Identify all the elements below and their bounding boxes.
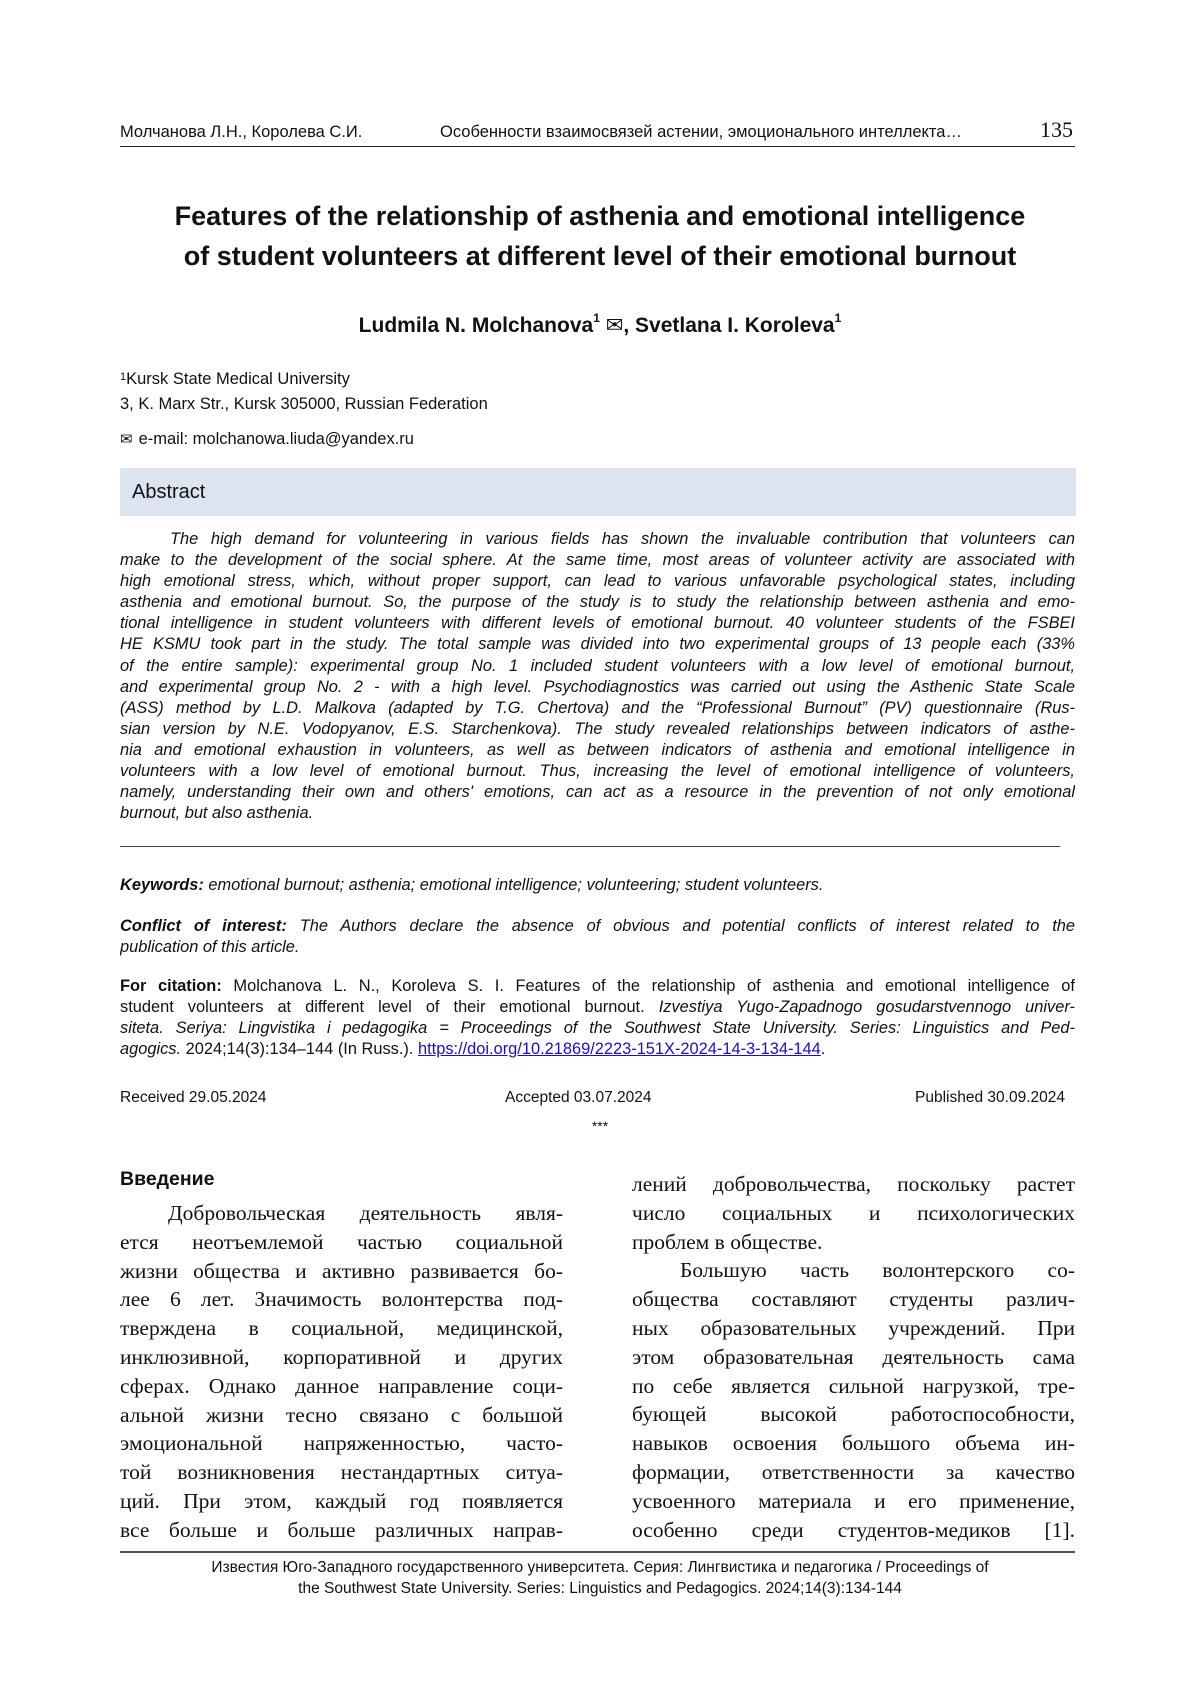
text-line: Большую часть волонтерского со- bbox=[632, 1256, 1075, 1285]
text-line: усвоенного материала и его применение, bbox=[632, 1487, 1075, 1516]
citation-text: student volunteers at different level of their emotional burnout. bbox=[120, 998, 645, 1016]
citation-journal: siteta. Seriya: Lingvistika i pedagogika = Proceedings of the Southwest State University. Series: Linguistics and Ped- bbox=[120, 1019, 1075, 1037]
text-line: этом образовательная деятельность сама bbox=[632, 1343, 1075, 1372]
text-line: инклюзивной, корпоративной и других bbox=[120, 1343, 563, 1372]
text-line: high emotional stress, which, without proper support, can lead to various unfavorable psychological states, including bbox=[120, 571, 1075, 592]
title-line-2: of student volunteers at different level of their emotional burnout bbox=[100, 236, 1100, 276]
keywords-label: Keywords: bbox=[120, 876, 204, 894]
article-title bbox=[100, 196, 1100, 276]
doi-link[interactable]: https://doi.org/10.21869/2223-151X-2024-14-3-134-144 bbox=[418, 1040, 821, 1058]
affiliation bbox=[120, 367, 488, 417]
text-line: формации, ответственности за качество bbox=[632, 1458, 1075, 1487]
footer bbox=[100, 1557, 1100, 1599]
citation-issue: 2024;14(3):134–144 (In Russ.). bbox=[186, 1040, 414, 1058]
mail-icon: ✉ bbox=[606, 314, 624, 337]
email-address[interactable]: e-mail: molchanowa.liuda@yandex.ru bbox=[139, 430, 414, 448]
text-line: общества составляют студенты различ- bbox=[632, 1285, 1075, 1314]
affiliation-sup: 1 bbox=[120, 371, 126, 383]
footer-divider bbox=[120, 1551, 1075, 1553]
text-line: namely, understanding their own and others' emotions, can act as a resource in the prevention of not only emotional bbox=[120, 782, 1075, 803]
text-line: все больше и больше различных направ- bbox=[120, 1516, 563, 1545]
published-date: Published 30.09.2024 bbox=[915, 1089, 1065, 1107]
accepted-date: Accepted 03.07.2024 bbox=[505, 1089, 652, 1107]
keywords bbox=[120, 875, 1075, 896]
institution: Kursk State Medical University bbox=[126, 370, 350, 388]
text-line: The high demand for volunteering in various fields has shown the invaluable contribution that volunteers can bbox=[120, 529, 1075, 550]
address: 3, K. Marx Str., Kursk 305000, Russian Federation bbox=[120, 392, 488, 417]
text-line: HE KSMU took part in the study. The total sample was divided into two experimental groups of 13 people each (33% bbox=[120, 634, 1075, 655]
conflict-label: Conflict of interest: bbox=[120, 917, 287, 935]
text-line: ных образовательных учреждений. При bbox=[632, 1314, 1075, 1343]
text-line: лее 6 лет. Значимость волонтерства под- bbox=[120, 1285, 563, 1314]
text-line: tional intelligence in student volunteers with different levels of emotional burnout. 40 volunteer students of the FSBEI bbox=[120, 613, 1075, 634]
text-line: ций. При этом, каждый год появляется bbox=[120, 1487, 563, 1516]
author-separator: , bbox=[623, 314, 629, 337]
page-number: 135 bbox=[1040, 117, 1073, 143]
abstract-heading: Abstract bbox=[132, 481, 205, 504]
citation-journal: agogics. bbox=[120, 1040, 181, 1058]
text-line: бующей высокой работоспособности, bbox=[632, 1400, 1075, 1429]
conflict-of-interest bbox=[120, 916, 1075, 958]
mail-icon: ✉ bbox=[120, 431, 133, 448]
text-line: and experimental group No. 2 - with a high level. Psychodiagnostics was carried out using the Asthenic State Scale bbox=[120, 677, 1075, 698]
author-1-affiliation: 1 bbox=[593, 311, 600, 325]
text-line: make to the development of the social sphere. At the same time, most areas of volunteer activity are associated with bbox=[120, 550, 1075, 571]
text-line: тверждена в социальной, медицинской, bbox=[120, 1314, 563, 1343]
citation-journal: Izvestiya Yugo-Zapadnogo gosudarstvennogo univer- bbox=[659, 998, 1075, 1016]
footer-line-1: Известия Юго-Западного государственного университета. Серия: Лингвистика и педагогика / Proceedings of bbox=[100, 1557, 1100, 1578]
text-line: число социальных и психологических bbox=[632, 1199, 1075, 1228]
text-line: той возникновения нестандартных ситуа- bbox=[120, 1458, 563, 1487]
abstract-heading-box bbox=[120, 468, 1076, 516]
author-2: Svetlana I. Koroleva bbox=[635, 314, 835, 337]
citation bbox=[120, 976, 1075, 1060]
footer-line-2: the Southwest State University. Series: Linguistics and Pedagogics. 2024;14(3):134-144 bbox=[100, 1578, 1100, 1599]
text-line: сферах. Однако данное направление соци- bbox=[120, 1372, 563, 1401]
section-heading: Введение bbox=[120, 1168, 215, 1191]
text-line: (ASS) method by L.D. Malkova (adapted by T.G. Chertova) and the “Professional Burnout” (PV) questionnaire (Rus- bbox=[120, 698, 1075, 719]
text-line: volunteers with a low level of emotional burnout. Thus, increasing the level of emotional intelligence of volunteers, bbox=[120, 761, 1075, 782]
citation-end: . bbox=[821, 1040, 826, 1058]
author-1: Ludmila N. Molchanova bbox=[359, 314, 594, 337]
text-line: Добровольческая деятельность явля- bbox=[120, 1199, 563, 1228]
text-line: эмоциональной напряженностью, часто- bbox=[120, 1429, 563, 1458]
text-line: ется неотъемлемой частью социальной bbox=[120, 1228, 563, 1257]
header-authors: Молчанова Л.Н., Королева С.И. bbox=[120, 123, 362, 142]
received-date: Received 29.05.2024 bbox=[120, 1089, 267, 1107]
text-line: проблем в обществе. bbox=[632, 1228, 1075, 1257]
text-line: по себе является сильной нагрузкой, тре- bbox=[632, 1372, 1075, 1401]
running-header bbox=[120, 116, 1075, 147]
citation-label: For citation: bbox=[120, 977, 222, 995]
divider bbox=[120, 846, 1060, 847]
left-column bbox=[120, 1199, 563, 1545]
title-line-1: Features of the relationship of asthenia and emotional intelligence bbox=[100, 196, 1100, 236]
keywords-text: emotional burnout; asthenia; emotional intelligence; volunteering; student volunteers. bbox=[208, 876, 823, 894]
text-line: of the entire sample): experimental group No. 1 included student volunteers with a low level of emotional burnout, bbox=[120, 656, 1075, 677]
text-line: лений добровольчества, поскольку растет bbox=[632, 1170, 1075, 1199]
header-running-title: Особенности взаимосвязей астении, эмоционального интеллекта… bbox=[440, 123, 962, 142]
text-line: nia and emotional exhaustion in volunteers, as well as between indicators of asthenia and emotional intelligence in bbox=[120, 740, 1075, 761]
abstract-text bbox=[120, 529, 1075, 824]
text-line: особенно среди студентов-медиков [1]. bbox=[632, 1516, 1075, 1545]
section-separator: *** bbox=[0, 1118, 1200, 1134]
conflict-text-2: publication of this article. bbox=[120, 937, 1075, 958]
author-2-affiliation: 1 bbox=[835, 311, 842, 325]
text-line: альной жизни тесно связано с большой bbox=[120, 1401, 563, 1430]
author-list bbox=[100, 313, 1100, 338]
conflict-text: The Authors declare the absence of obvious and potential conflicts of interest related to the bbox=[300, 917, 1075, 935]
text-line: burnout, but also asthenia. bbox=[120, 803, 1075, 824]
right-column bbox=[632, 1170, 1075, 1544]
text-line: жизни общества и активно развивается бо- bbox=[120, 1257, 563, 1286]
text-line: sian version by N.E. Vodopyanov, E.S. Starchenkova). The study revealed relationships between indicators of asthe- bbox=[120, 719, 1075, 740]
citation-text: Molchanova L. N., Koroleva S. I. Features of the relationship of asthenia and emotional intelligence of bbox=[233, 977, 1075, 995]
text-line: asthenia and emotional burnout. So, the purpose of the study is to study the relationship between asthenia and emo- bbox=[120, 592, 1075, 613]
text-line: навыков освоения большого объема ин- bbox=[632, 1429, 1075, 1458]
email-line bbox=[120, 430, 414, 449]
